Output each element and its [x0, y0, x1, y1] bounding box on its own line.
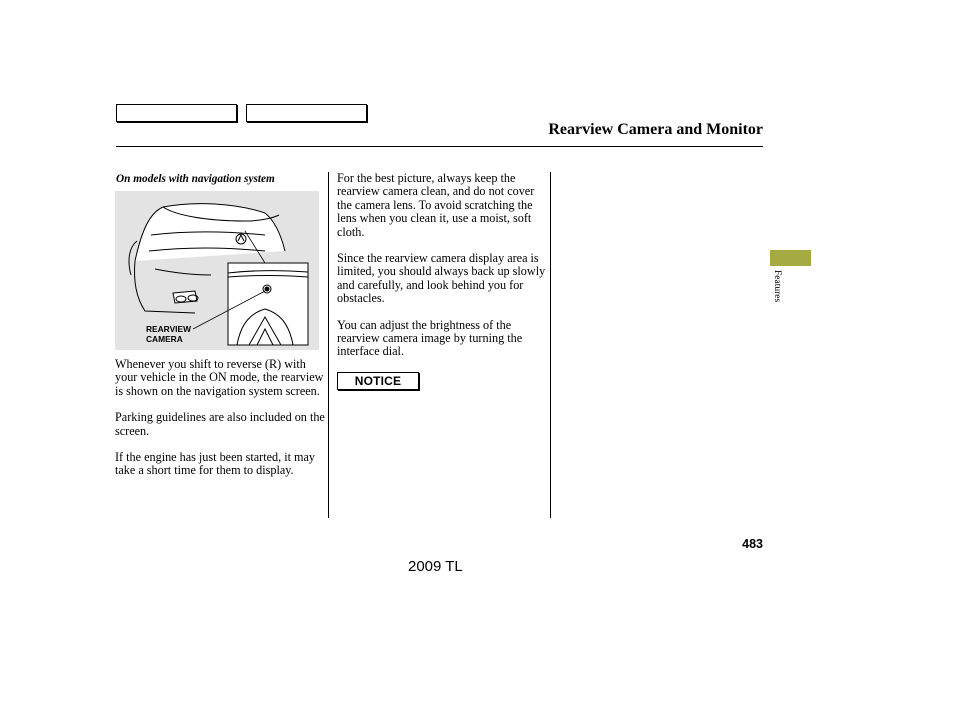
- paragraph: For the best picture, always keep the rearview camera clean, and do not cover the camera lens. To avoid scratching the lens when you clean it, use a moist, soft cloth.: [337, 171, 535, 239]
- left-column-text: [115, 358, 325, 491]
- paragraph: If the engine has just been started, it may take a short time for them to display.: [115, 450, 316, 478]
- subheading: On models with navigation system: [116, 173, 275, 185]
- middle-column-text: [337, 172, 547, 372]
- features-tab[interactable]: [770, 250, 811, 266]
- figure-callout-label: REARVIEW CAMERA: [146, 324, 191, 344]
- section-title: Rearview Camera and Monitor: [548, 121, 763, 138]
- page-number: 483: [742, 537, 763, 551]
- nav-button-previous[interactable]: [116, 104, 237, 122]
- title-rule: [116, 146, 763, 147]
- column-divider: [550, 172, 551, 518]
- nav-button-next[interactable]: [246, 104, 367, 122]
- column-divider: [328, 172, 329, 518]
- paragraph: Whenever you shift to reverse (R) with your vehicle in the ON mode, the rearview is shown on the navigation system screen.: [115, 357, 324, 398]
- paragraph: Parking guidelines are also included on the screen.: [115, 410, 325, 438]
- rearview-camera-figure: [115, 191, 319, 350]
- features-tab-label: Features: [772, 270, 782, 303]
- paragraph: Since the rearview camera display area is limited, you should always back up slowly and carefully, and look behind you for obstacles.: [337, 251, 546, 306]
- notice-box: NOTICE: [337, 372, 419, 390]
- footer-model: 2009 TL: [408, 558, 463, 575]
- paragraph: You can adjust the brightness of the rearview camera image by turning the interface dial.: [337, 317, 523, 359]
